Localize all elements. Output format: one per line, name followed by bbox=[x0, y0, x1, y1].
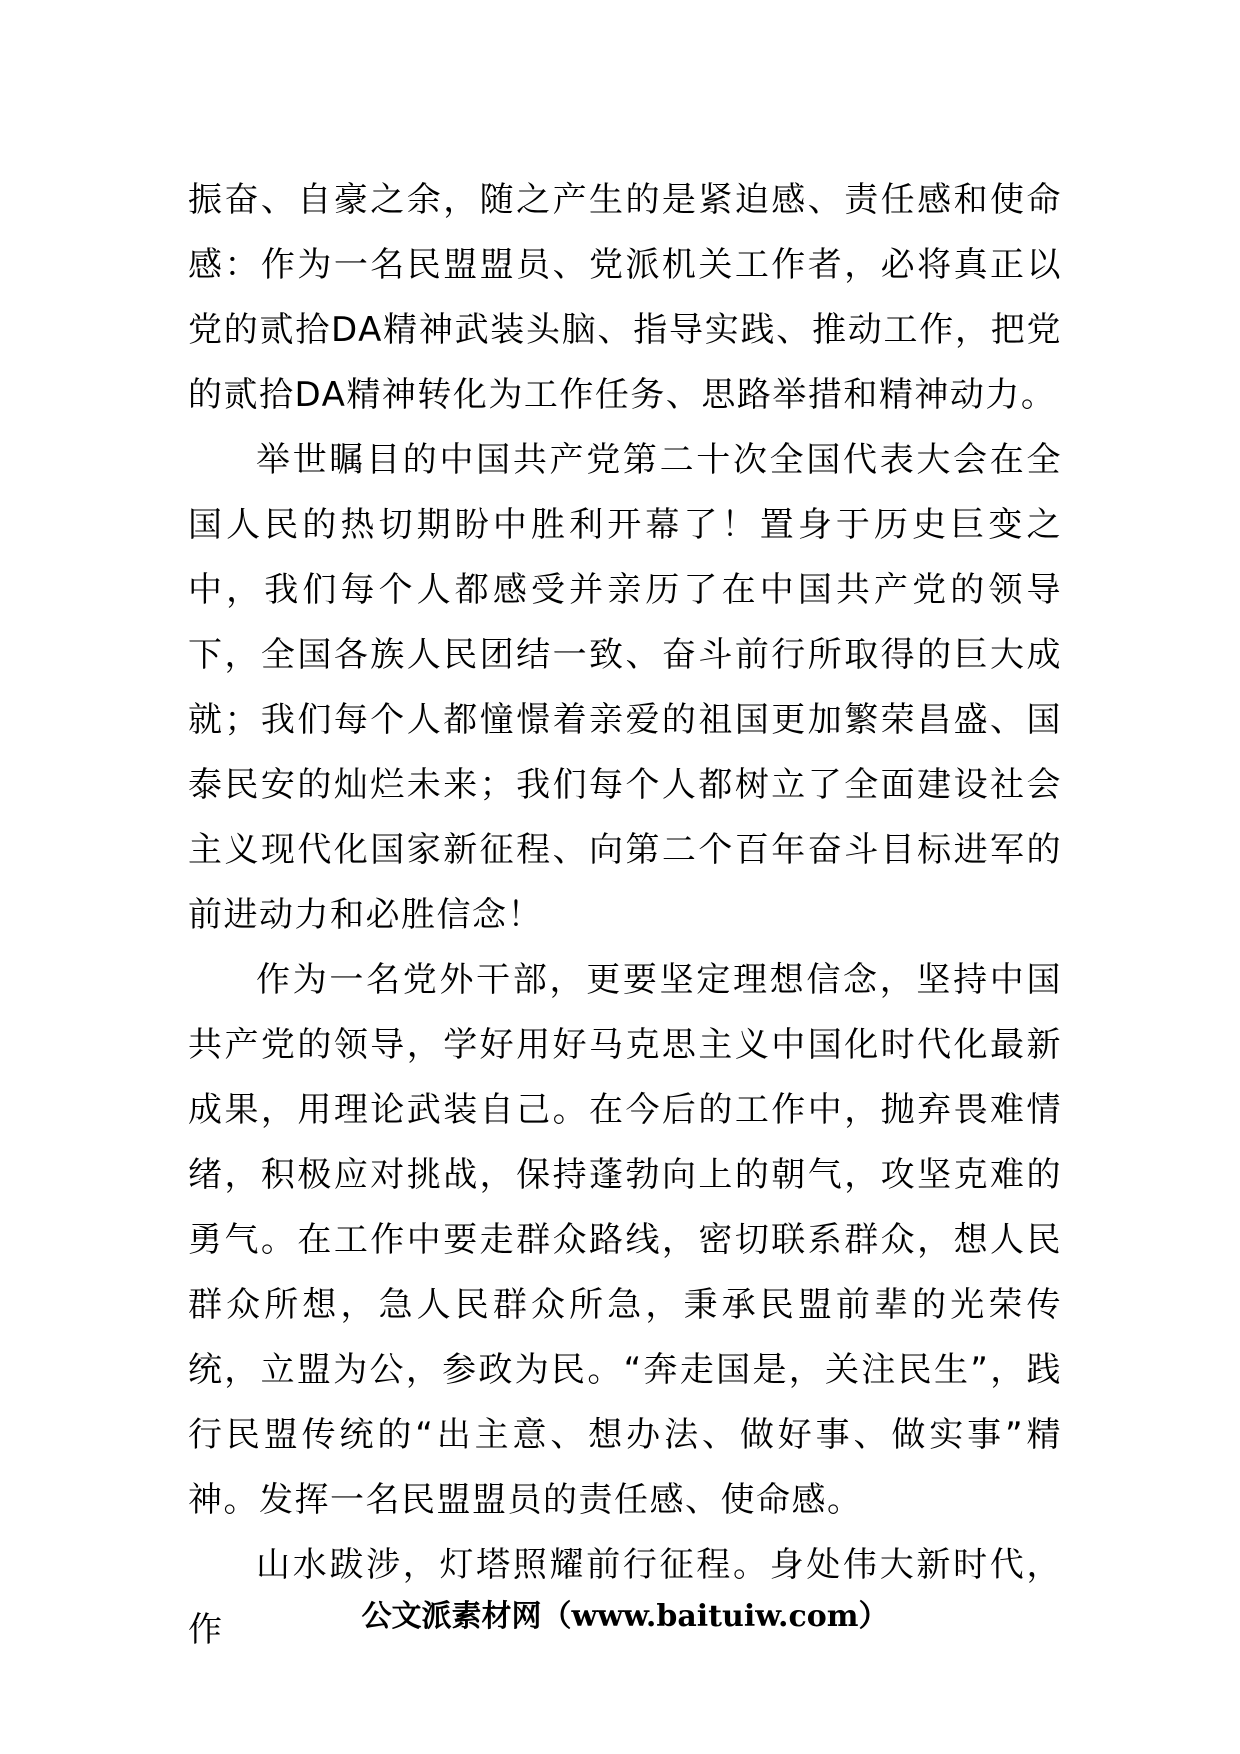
document-body bbox=[188, 168, 1062, 1663]
paragraph-3: 作为一名党外干部，更要坚定理想信念，坚持中国共产党的领导，学好用好马克思主义中国化时代化最新成果，用理论武装自己。在今后的工作中，抛弃畏难情绪，积极应对挑战，保持蓬勃向上的朝气，攻坚克难的勇气。在工作中要走群众路线，密切联系群众，想人民群众所想，急人民群众所急，秉承民盟前辈的光荣传统，立盟为公，参政为民。“奔走国是，关注民生”，践行民盟传统的“出主意、想办法、做好事、做实事”精神。发挥一名民盟盟员的责任感、使命感。 bbox=[188, 960, 1062, 1520]
paragraph-1: 振奋、自豪之余，随之产生的是紧迫感、责任感和使命感：作为一名民盟盟员、党派机关工作者，必将真正以党的贰拾DA精神武装头脑、指导实践、推动工作，把党的贰拾DA精神转化为工作任务、思路举措和精神动力。 bbox=[188, 180, 1062, 415]
paragraph-4: 山水跋涉，灯塔照耀前行征程。身处伟大新时代，作 bbox=[188, 1545, 1062, 1650]
page-footer-watermark: 公文派素材网（www.baituiw.com） bbox=[361, 1599, 889, 1634]
paragraph-2: 举世瞩目的中国共产党第二十次全国代表大会在全国人民的热切期盼中胜利开幕了！置身于历史巨变之中，我们每个人都感受并亲历了在中国共产党的领导下，全国各族人民团结一致、奋斗前行所取得的巨大成就；我们每个人都憧憬着亲爱的祖国更加繁荣昌盛、国泰民安的灿烂未来；我们每个人都树立了全面建设社会主义现代化国家新征程、向第二个百年奋斗目标进军的前进动力和必胜信念！ bbox=[188, 440, 1062, 935]
